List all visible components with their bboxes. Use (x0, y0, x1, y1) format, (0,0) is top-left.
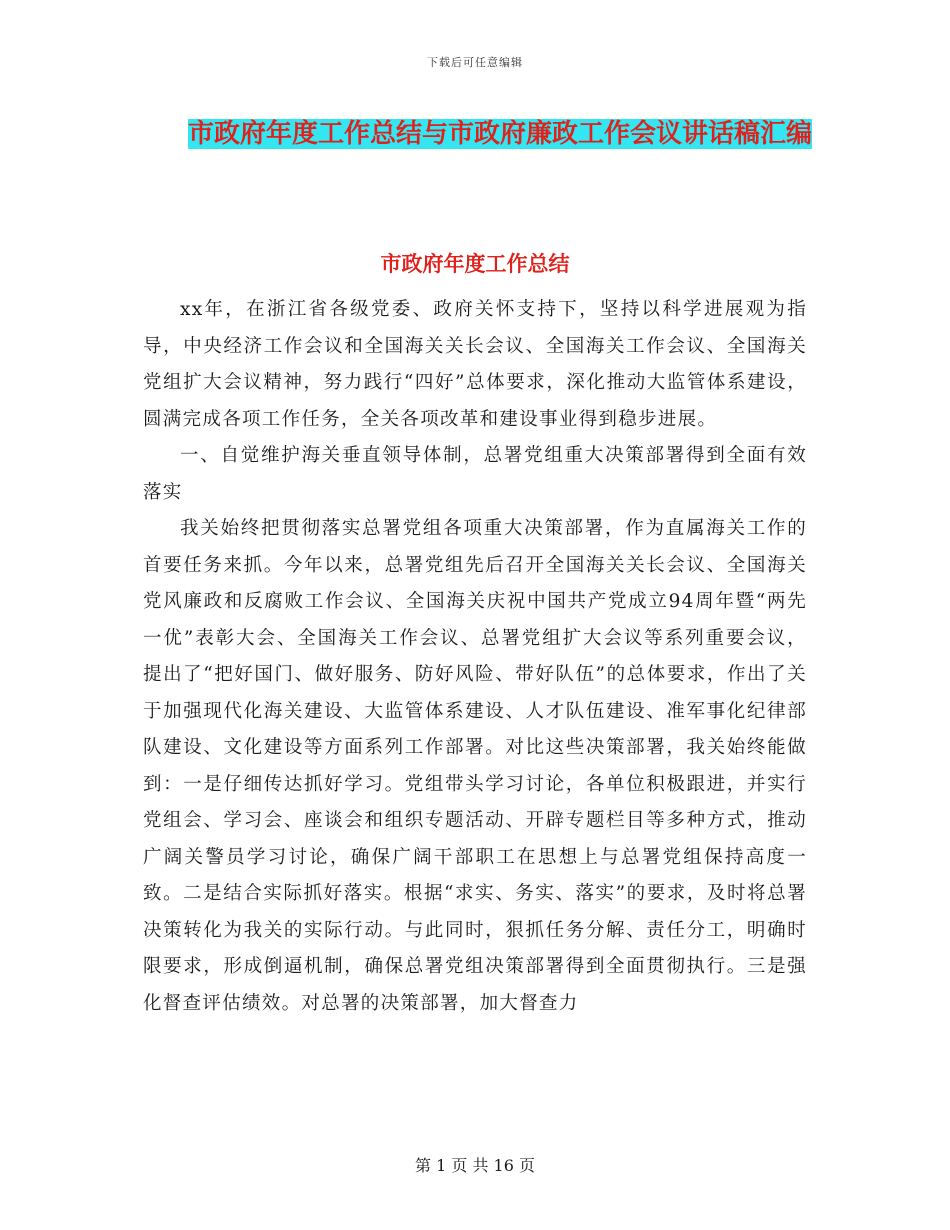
header-note: 下载后可任意编辑 (427, 56, 523, 69)
page-footer: 第 1 页 共 16 页 (415, 1156, 535, 1175)
paragraph-body-one: 我关始终把贯彻落实总署党组各项重大决策部署，作为直属海关工作的首要任务来抓。今年以来，总署党组先后召开全国海关关长会议、全国海关党风廉政和反腐败工作会议、全国海关庆祝中国共产党成立94周年暨“两先一优”表彰大会、全国海关工作会议、总署党组扩大会议等系列重要会议，提出了“把好国门、做好服务、防好风险、带好队伍”的总体要求，作出了关于加强现代化海关建设、大监管体系建设、人才队伍建设、准军事化纪律部队建设、文化建设等方面系列工作部署。对比这些决策部署，我关始终能做到：一是仔细传达抓好学习。党组带头学习讨论，各单位积极跟进，并实行党组会、学习会、座谈会和组织专题活动、开辟专题栏目等多种方式，推动广阔关警员学习讨论，确保广阔干部职工在思想上与总署党组保持高度一致。二是结合实际抓好落实。根据“求实、务实、落实”的要求，及时将总署决策转化为我关的实际行动。与此同时，狠抓任务分解、责任分工，明确时限要求，形成倒逼机制，确保总署党组决策部署得到全面贯彻执行。三是强化督查评估绩效。对总署的决策部署，加大督查力 (143, 518, 807, 1014)
document-title (150, 110, 850, 158)
paragraph-intro: xx年，在浙江省各级党委、政府关怀支持下，坚持以科学进展观为指导，中央经济工作会议和全国海关关长会议、全国海关工作会议、全国海关党组扩大会议精神，努力践行“四好”总体要求，深化推动大监管体系建设，圆满完成各项工作任务，全关各项改革和建设事业得到稳步进展。 (143, 299, 807, 430)
body-text (143, 292, 807, 1022)
paragraph-heading-one: 一、自觉维护海关垂直领导体制，总署党组重大决策部署得到全面有效落实 (143, 445, 807, 503)
section-title: 市政府年度工作总结 (380, 251, 570, 276)
document-title-text: 市政府年度工作总结与市政府廉政工作会议讲话稿汇编 (187, 119, 812, 149)
